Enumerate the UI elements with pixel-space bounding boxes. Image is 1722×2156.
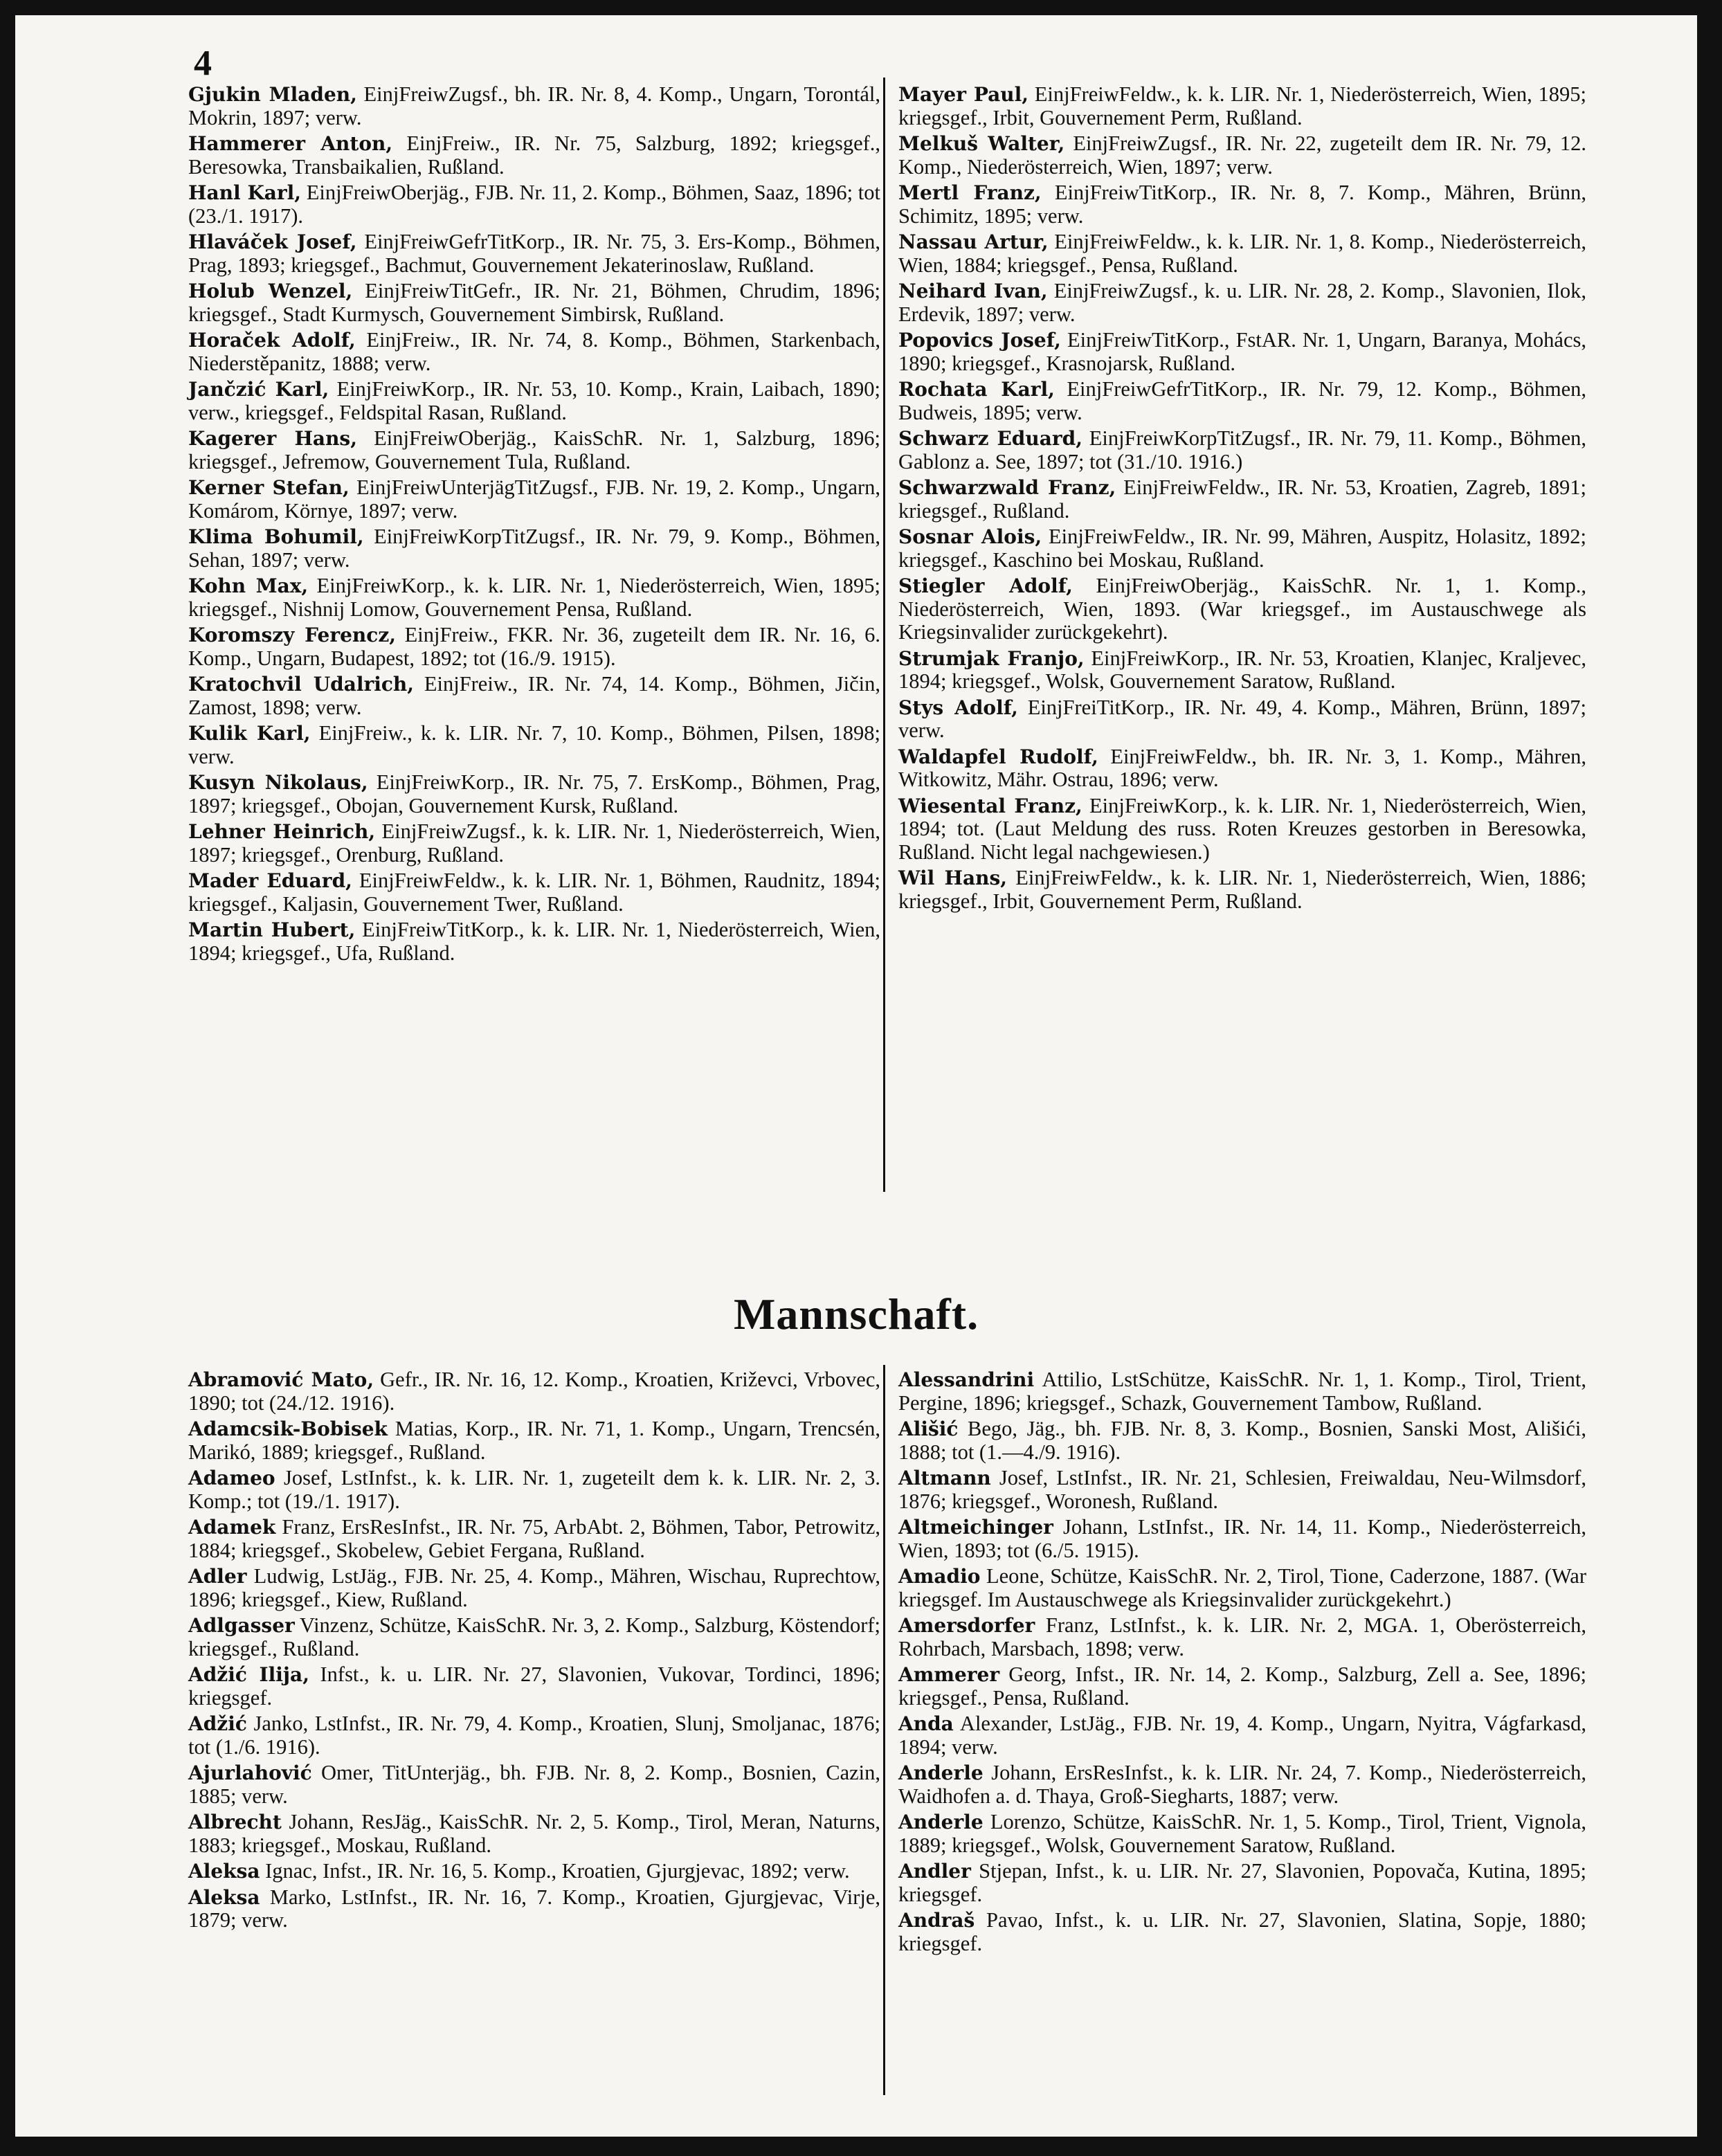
entry-details: EinjFreiwGefrTitKorp., IR. Nr. 75, 3. Ers-Komp., Böhmen, Prag, 1893; kriegsgef., Bachmut, Gouvernement Jekaterinoslaw, Rußland. xyxy=(188,230,880,277)
entry-details: Johann, LstInfst., IR. Nr. 14, 11. Komp., Niederösterreich, Wien, 1893; tot (6./5. 1915). xyxy=(898,1515,1586,1562)
entry-details: Leone, Schütze, KaisSchR. Nr. 2, Tirol, Tione, Caderzone, 1887. (War kriegsgef. Im Austauschwege als Kriegsinvalider zurückgekehrt.) xyxy=(898,1564,1587,1611)
list-item xyxy=(188,820,880,867)
entry-name: Adameo xyxy=(188,1467,275,1489)
list-item xyxy=(188,869,880,916)
entry-name: Hlaváček Josef, xyxy=(188,230,357,253)
entry-details: Johann, ErsResInfst., k. k. LIR. Nr. 24, 7. Komp., Niederösterreich, Waidhofen a. d. Thaya, Groß-Siegharts, 1887; verw. xyxy=(898,1761,1587,1808)
entry-name: Nassau Artur, xyxy=(898,230,1049,253)
list-item xyxy=(188,1712,880,1759)
list-item xyxy=(188,1811,880,1857)
list-item xyxy=(898,1761,1586,1808)
entry-details: EinjFreiwZugsf., k. k. LIR. Nr. 1, Niederösterreich, Wien, 1897; kriegsgef., Orenburg, Rußland. xyxy=(188,819,880,867)
entry-details: EinjFreiw., IR. Nr. 74, 14. Komp., Böhmen, Jičin, Zamost, 1898; verw. xyxy=(188,672,880,719)
list-item xyxy=(898,378,1586,424)
list-item xyxy=(898,647,1586,694)
entry-details: EinjFreiwFeldw., IR. Nr. 53, Kroatien, Zagreb, 1891; kriegsgef., Rußland. xyxy=(898,475,1587,523)
list-item xyxy=(188,280,880,326)
entry-details: Pavao, Infst., k. u. LIR. Nr. 27, Slavonien, Slatina, Sopje, 1880; kriegsgef. xyxy=(898,1908,1587,1955)
entry-details: EinjFreiwZugsf., IR. Nr. 22, zugeteilt dem IR. Nr. 79, 12. Komp., Niederösterreich, Wien, 1897; verw. xyxy=(898,132,1587,179)
entry-details: EinjFreiw., IR. Nr. 74, 8. Komp., Böhmen, Starkenbach, Niederstěpanitz, 1888; verw. xyxy=(188,328,880,375)
entry-details: Ludwig, LstJäg., FJB. Nr. 25, 4. Komp., Mähren, Wischau, Ruprechtow, 1896; kriegsgef., Kiew, Rußland. xyxy=(188,1564,880,1611)
entry-details: EinjFreiwGefrTitKorp., IR. Nr. 79, 12. Komp., Böhmen, Budweis, 1895; verw. xyxy=(898,377,1587,424)
list-item xyxy=(188,1860,880,1883)
entry-name: Lehner Heinrich, xyxy=(188,820,376,843)
entry-details: EinjFreiwKorp., IR. Nr. 53, 10. Komp., Krain, Laibach, 1890; verw., kriegsgef., Feldspital Rasan, Rußland. xyxy=(188,377,880,424)
entry-name: Horaček Adolf, xyxy=(188,329,356,352)
entry-name: Anda xyxy=(898,1712,954,1735)
entry-details: EinjFreiwKorp., k. k. LIR. Nr. 1, Niederösterreich, Wien, 1894; tot. (Laut Meldung des russ. Roten Kreuzes gestorben in Beresowka, Rußland. Nicht legal nachgewiesen.) xyxy=(898,793,1586,864)
entry-name: Adžić Ilija, xyxy=(188,1663,309,1686)
entry-details: EinjFreiTitKorp., IR. Nr. 49, 4. Komp., Mähren, Brünn, 1897; verw. xyxy=(898,695,1587,742)
entry-name: Schwarzwald Franz, xyxy=(898,476,1116,499)
entry-name: Alessandrini xyxy=(898,1368,1035,1391)
list-item xyxy=(188,1467,880,1513)
entry-details: Matias, Korp., IR. Nr. 71, 1. Komp., Ungarn, Trencsén, Marikó, 1889; kriegsgef., Rußland. xyxy=(188,1417,880,1464)
list-item xyxy=(188,329,880,375)
entry-details: EinjFreiwTitKorp., FstAR. Nr. 1, Ungarn, Baranya, Mohács, 1890; kriegsgef., Krasnojarsk, Rußland. xyxy=(898,328,1586,375)
entry-name: Altmeichinger xyxy=(898,1516,1053,1539)
list-item xyxy=(188,918,880,965)
entry-name: Stys Adolf, xyxy=(898,696,1018,719)
list-item xyxy=(188,1886,880,1932)
list-item xyxy=(188,132,880,179)
entry-name: Mertl Franz, xyxy=(898,181,1042,204)
entry-details: Vinzenz, Schütze, KaisSchR. Nr. 3, 2. Komp., Salzburg, Köstendorf; kriegsgef., Rußland. xyxy=(188,1613,881,1660)
entry-details: EinjFreiwTitGefr., IR. Nr. 21, Böhmen, Chrudim, 1896; kriegsgef., Stadt Kurmysch, Gouvernement Simbirsk, Rußland. xyxy=(188,279,881,326)
list-item xyxy=(898,83,1586,129)
entry-name: Andraš xyxy=(898,1909,975,1932)
entry-name: Albrecht xyxy=(188,1811,282,1833)
list-item xyxy=(188,230,880,277)
list-item xyxy=(188,427,880,473)
entry-details: Franz, LstInfst., k. k. LIR. Nr. 2, MGA. 1, Oberösterreich, Rohrbach, Marsbach, 1898; verw. xyxy=(898,1613,1586,1660)
entry-name: Sosnar Alois, xyxy=(898,525,1042,548)
entry-details: EinjFreiwZugsf., k. u. LIR. Nr. 28, 2. Komp., Slavonien, Ilok, Erdevik, 1897; verw. xyxy=(898,279,1587,326)
entry-name: Schwarz Eduard, xyxy=(898,427,1082,450)
entry-details: Franz, ErsResInfst., IR. Nr. 75, ArbAbt. 2, Böhmen, Tabor, Petrowitz, 1884; kriegsgef., Skobelew, Gebiet Fergana, Rußland. xyxy=(188,1515,881,1562)
entry-details: EinjFreiwFeldw., k. k. LIR. Nr. 1, Böhmen, Raudnitz, 1894; kriegsgef., Kaljasin, Gouvernement Twer, Rußland. xyxy=(188,869,880,916)
list-item xyxy=(188,624,880,670)
entry-details: EinjFreiwKorpTitZugsf., IR. Nr. 79, 11. Komp., Böhmen, Gablonz a. See, 1897; tot (31./10. 1916.) xyxy=(898,426,1586,473)
list-item xyxy=(898,1811,1586,1857)
list-item xyxy=(188,1663,880,1710)
entry-details: EinjFreiwOberjäg., FJB. Nr. 11, 2. Komp., Böhmen, Saaz, 1896; tot (23./1. 1917). xyxy=(188,181,880,228)
list-item xyxy=(188,1417,880,1464)
entry-details: Alexander, LstJäg., FJB. Nr. 19, 4. Komp., Ungarn, Nyitra, Vágfarkasd, 1894; verw. xyxy=(898,1712,1586,1759)
list-item xyxy=(898,181,1586,228)
list-item xyxy=(898,1663,1586,1710)
entry-details: Gefr., IR. Nr. 16, 12. Komp., Kroatien, Križevci, Vrbovec, 1890; tot (24./12. 1916). xyxy=(188,1368,880,1415)
upper-left-column xyxy=(188,83,880,968)
list-item xyxy=(188,1368,880,1415)
entry-name: Holub Wenzel, xyxy=(188,280,353,302)
entry-details: Omer, TitUnterjäg., bh. FJB. Nr. 8, 2. Komp., Bosnien, Cazin, 1885; verw. xyxy=(188,1761,881,1808)
list-item xyxy=(898,1417,1586,1464)
entry-details: Josef, LstInfst., IR. Nr. 21, Schlesien, Freiwaldau, Neu-Wilmsdorf, 1876; kriegsgef., Woronesh, Rußland. xyxy=(898,1466,1587,1513)
entry-name: Kusyn Nikolaus, xyxy=(188,771,368,794)
entry-details: Georg, Infst., IR. Nr. 14, 2. Komp., Salzburg, Zell a. See, 1896; kriegsgef., Pensa, Rußland. xyxy=(898,1663,1587,1710)
section-heading: Mannschaft. xyxy=(733,1289,979,1339)
entry-name: Koromszy Ferencz, xyxy=(188,624,396,646)
entry-details: EinjFreiwFeldw., k. k. LIR. Nr. 1, Niederösterreich, Wien, 1895; kriegsgef., Irbit, Gouvernement Perm, Rußland. xyxy=(898,82,1586,129)
entry-name: Abramović Mato, xyxy=(188,1368,374,1391)
list-item xyxy=(898,1712,1586,1759)
entry-details: Josef, LstInfst., k. k. LIR. Nr. 1, zugeteilt dem k. k. LIR. Nr. 2, 3. Komp.; tot (19./1. 1917). xyxy=(188,1466,881,1513)
list-item xyxy=(188,476,880,523)
entry-name: Adler xyxy=(188,1565,247,1588)
list-item xyxy=(898,1860,1586,1906)
list-item xyxy=(898,1565,1586,1611)
entry-name: Aleksa xyxy=(188,1860,260,1883)
list-item xyxy=(898,476,1586,523)
list-item xyxy=(188,673,880,719)
lower-left-column xyxy=(188,1368,880,1935)
list-item xyxy=(188,771,880,817)
entry-details: EinjFreiwOberjäg., KaisSchR. Nr. 1, Salzburg, 1896; kriegsgef., Jefremow, Gouvernement Tula, Rußland. xyxy=(188,426,881,473)
column-divider-lower xyxy=(883,1365,885,2095)
entry-details: EinjFreiwKorp., IR. Nr. 53, Kroatien, Klanjec, Kraljevec, 1894; kriegsgef., Wolsk, Gouvernement Saratow, Rußland. xyxy=(898,646,1586,693)
entry-name: Kratochvil Udalrich, xyxy=(188,673,415,696)
list-item xyxy=(188,83,880,129)
entry-name: Kulik Karl, xyxy=(188,722,311,745)
entry-details: Infst., k. u. LIR. Nr. 27, Slavonien, Vukovar, Tordinci, 1896; kriegsgef. xyxy=(188,1663,881,1710)
list-item xyxy=(898,745,1586,792)
entry-details: Lorenzo, Schütze, KaisSchR. Nr. 1, 5. Komp., Tirol, Trient, Vignola, 1889; kriegsgef., Wolsk, Gouvernement Saratow, Rußland. xyxy=(898,1810,1586,1857)
list-item xyxy=(898,427,1586,473)
entry-name: Ališić xyxy=(898,1417,959,1440)
list-item xyxy=(898,795,1586,864)
entry-details: Attilio, LstSchütze, KaisSchR. Nr. 1, 1. Komp., Tirol, Trient, Pergine, 1896; kriegsgef., Schazk, Gouvernement Tambow, Rußland. xyxy=(898,1368,1586,1415)
entry-details: EinjFreiwKorp., k. k. LIR. Nr. 1, Niederösterreich, Wien, 1895; kriegsgef., Nishnij Lomow, Gouvernement Pensa, Rußland. xyxy=(188,574,881,621)
entry-name: Amersdorfer xyxy=(898,1614,1035,1637)
entry-name: Hanl Karl, xyxy=(188,181,302,204)
entry-name: Aleksa xyxy=(188,1885,260,1909)
entry-details: EinjFreiwTitKorp., k. k. LIR. Nr. 1, Niederösterreich, Wien, 1894; kriegsgef., Ufa, Rußland. xyxy=(188,918,880,965)
list-item xyxy=(188,1565,880,1611)
entry-name: Adamcsik-Bobisek xyxy=(188,1417,388,1440)
list-item xyxy=(898,1516,1586,1562)
list-item xyxy=(188,1761,880,1808)
list-item xyxy=(188,1614,880,1660)
list-item xyxy=(188,378,880,424)
entry-name: Melkuš Walter, xyxy=(898,132,1065,155)
list-item xyxy=(188,574,880,621)
list-item xyxy=(898,1909,1586,1955)
entry-details: EinjFreiwTitKorp., IR. Nr. 8, 7. Komp., Mähren, Brünn, Schimitz, 1895; verw. xyxy=(898,181,1586,228)
upper-right-column xyxy=(898,83,1586,916)
page xyxy=(15,15,1697,2137)
entry-name: Anderle xyxy=(898,1811,984,1833)
lower-right-column xyxy=(898,1368,1586,1958)
entry-details: Ignac, Infst., IR. Nr. 16, 5. Komp., Kroatien, Gjurgjevac, 1892; verw. xyxy=(265,1859,850,1883)
entry-details: EinjFreiw., k. k. LIR. Nr. 7, 10. Komp., Böhmen, Pilsen, 1898; verw. xyxy=(188,721,880,768)
entry-details: EinjFreiw., FKR. Nr. 36, zugeteilt dem IR. Nr. 16, 6. Komp., Ungarn, Budapest, 1892; tot (16./9. 1915). xyxy=(188,623,881,670)
entry-name: Adlgasser xyxy=(188,1614,295,1637)
entry-name: Adžić xyxy=(188,1712,247,1735)
entry-name: Kerner Stefan, xyxy=(188,476,350,499)
entry-details: EinjFreiwFeldw., k. k. LIR. Nr. 1, Niederösterreich, Wien, 1886; kriegsgef., Irbit, Gouvernement Perm, Rußland. xyxy=(898,866,1587,913)
entry-details: EinjFreiwKorpTitZugsf., IR. Nr. 79, 9. Komp., Böhmen, Sehan, 1897; verw. xyxy=(188,525,880,572)
entry-name: Rochata Karl, xyxy=(898,378,1055,401)
entry-details: Johann, ResJäg., KaisSchR. Nr. 2, 5. Komp., Tirol, Meran, Naturns, 1883; kriegsgef., Moskau, Rußland. xyxy=(188,1810,881,1857)
entry-name: Kohn Max, xyxy=(188,574,309,597)
entry-name: Klima Bohumil, xyxy=(188,525,364,548)
entry-name: Adamek xyxy=(188,1516,276,1539)
entry-name: Waldapfel Rudolf, xyxy=(898,745,1098,768)
entry-details: EinjFreiwZugsf., bh. IR. Nr. 8, 4. Komp., Ungarn, Torontál, Mokrin, 1897; verw. xyxy=(188,82,880,129)
entry-name: Popovics Josef, xyxy=(898,329,1061,352)
list-item xyxy=(898,329,1586,375)
list-item xyxy=(898,525,1586,572)
entry-name: Stiegler Adolf, xyxy=(898,574,1073,597)
list-item xyxy=(898,1368,1586,1415)
entry-details: EinjFreiwFeldw., k. k. LIR. Nr. 1, 8. Komp., Niederösterreich, Wien, 1884; kriegsgef., Pensa, Rußland. xyxy=(898,230,1587,277)
entry-name: Gjukin Mladen, xyxy=(188,83,357,106)
entry-name: Wil Hans, xyxy=(898,867,1008,889)
page-number: 4 xyxy=(194,44,212,83)
list-item xyxy=(188,525,880,572)
entry-name: Jančzić Karl, xyxy=(188,378,329,401)
entry-name: Mayer Paul, xyxy=(898,83,1029,106)
list-item xyxy=(898,1614,1586,1660)
column-divider-upper xyxy=(883,78,885,1192)
entry-details: Stjepan, Infst., k. u. LIR. Nr. 27, Slavonien, Popovača, Kutina, 1895; kriegsgef. xyxy=(898,1859,1586,1906)
list-item xyxy=(898,574,1586,644)
entry-details: EinjFreiwOberjäg., KaisSchR. Nr. 1, 1. Komp., Niederösterreich, Wien, 1893. (War kriegsgef., im Austauschwege als Kriegsinvalider zurückgekehrt). xyxy=(898,574,1586,644)
entry-details: Marko, LstInfst., IR. Nr. 16, 7. Komp., Kroatien, Gjurgjevac, Virje, 1879; verw. xyxy=(188,1885,880,1932)
entry-name: Kagerer Hans, xyxy=(188,427,357,450)
entry-name: Altmann xyxy=(898,1467,991,1489)
entry-details: EinjFreiwFeldw., IR. Nr. 99, Mähren, Auspitz, Holasitz, 1892; kriegsgef., Kaschino bei Moskau, Rußland. xyxy=(898,525,1586,572)
entry-name: Ammerer xyxy=(898,1663,1000,1686)
entry-details: EinjFreiwFeldw., bh. IR. Nr. 3, 1. Komp., Mähren, Witkowitz, Mähr. Ostrau, 1896; verw. xyxy=(898,744,1587,791)
list-item xyxy=(898,867,1586,913)
list-item xyxy=(898,132,1586,179)
entry-details: EinjFreiwKorp., IR. Nr. 75, 7. ErsKomp., Böhmen, Prag, 1897; kriegsgef., Obojan, Gouvernement Kursk, Rußland. xyxy=(188,770,881,817)
entry-details: EinjFreiw., IR. Nr. 75, Salzburg, 1892; kriegsgef., Beresowka, Transbaikalien, Rußland. xyxy=(188,132,881,179)
entry-name: Hammerer Anton, xyxy=(188,132,393,155)
entry-details: Bego, Jäg., bh. FJB. Nr. 8, 3. Komp., Bosnien, Sanski Most, Ališići, 1888; tot (1.—4./9. 1916). xyxy=(898,1417,1587,1464)
list-item xyxy=(188,181,880,228)
list-item xyxy=(188,722,880,768)
list-item xyxy=(188,1516,880,1562)
entry-name: Andler xyxy=(898,1860,971,1883)
list-item xyxy=(898,230,1586,277)
entry-name: Strumjak Franjo, xyxy=(898,646,1085,670)
list-item xyxy=(898,696,1586,743)
entry-name: Wiesental Franz, xyxy=(898,794,1082,817)
entry-name: Martin Hubert, xyxy=(188,918,356,941)
entry-name: Amadio xyxy=(898,1565,981,1588)
entry-name: Anderle xyxy=(898,1761,984,1784)
entry-name: Neihard Ivan, xyxy=(898,280,1048,302)
entry-name: Ajurlahović xyxy=(188,1761,312,1784)
entry-details: Janko, LstInfst., IR. Nr. 79, 4. Komp., Kroatien, Slunj, Smoljanac, 1876; tot (1./6. 1916). xyxy=(188,1712,881,1759)
list-item xyxy=(898,280,1586,326)
entry-name: Mader Eduard, xyxy=(188,869,352,892)
list-item xyxy=(898,1467,1586,1513)
entry-details: EinjFreiwUnterjägTitZugsf., FJB. Nr. 19, 2. Komp., Ungarn, Komárom, Környe, 1897; verw. xyxy=(188,475,881,523)
